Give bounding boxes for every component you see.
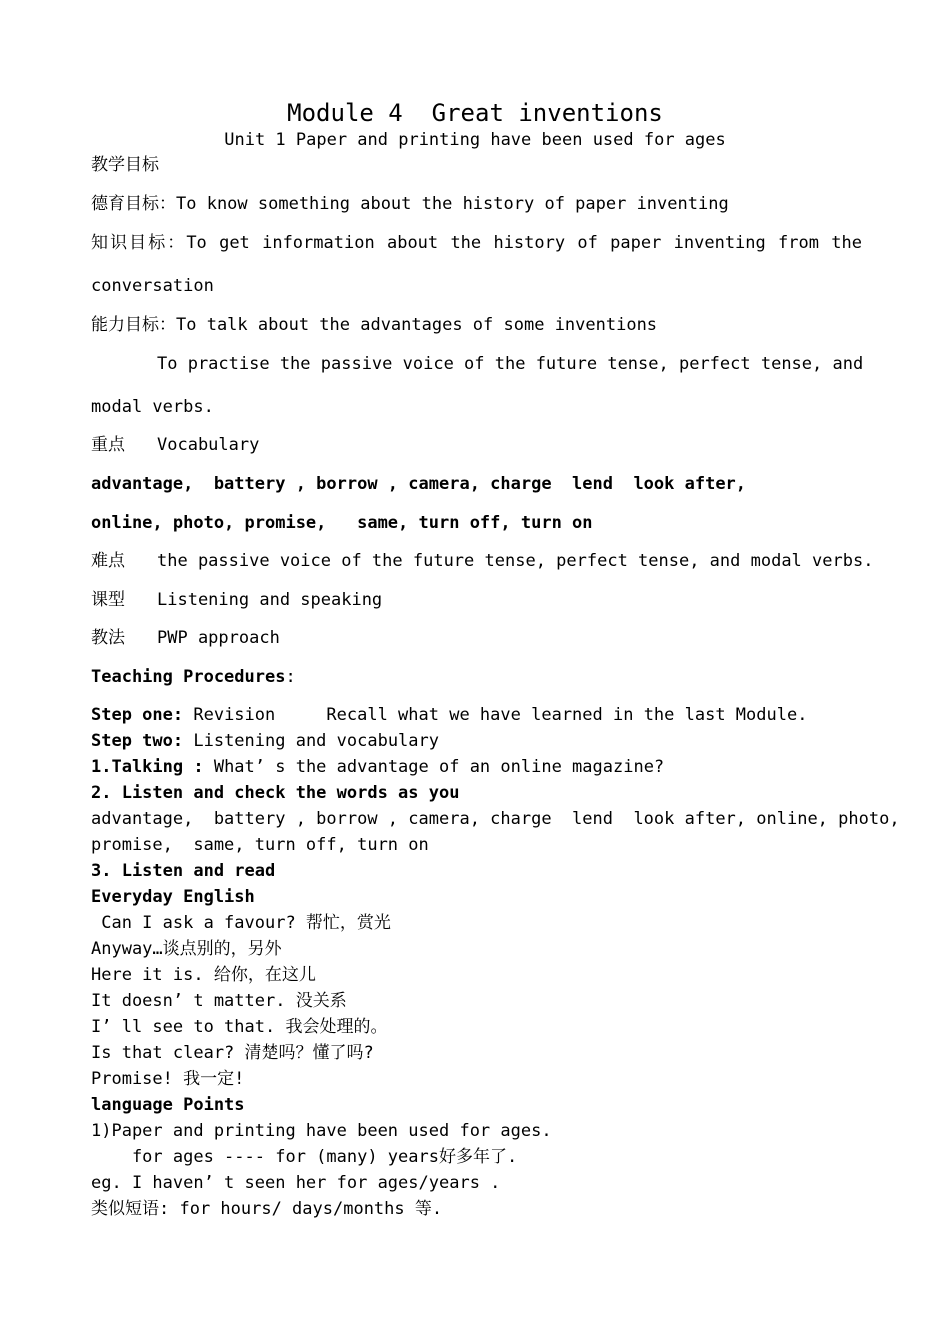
step-one-text: Revision Recall what we have learned in the last Module.: [183, 705, 808, 725]
vocab-plain-line2: promise, same, turn off, turn on: [91, 835, 429, 855]
listen-read-heading: 3. Listen and read: [91, 861, 276, 881]
everyday-english-heading: Everyday English: [91, 887, 255, 907]
ability-objective-2-line2: modal verbs.: [91, 397, 214, 417]
language-point: eg. I haven’ t seen her for ages/years .: [91, 1173, 501, 1193]
talking-label: 1.Talking :: [91, 757, 204, 777]
procedures-heading-colon: :: [285, 667, 296, 687]
objectives-heading: 教学目标: [91, 155, 159, 175]
key-points-text: Vocabulary: [157, 435, 260, 455]
everyday-item: Anyway…谈点别的，另外: [91, 939, 282, 959]
lesson-type-label: 课型: [91, 590, 125, 610]
method-text: PWP approach: [157, 628, 280, 648]
everyday-item: Can I ask a favour? 帮忙，赏光: [91, 913, 391, 933]
ability-objective: [91, 314, 862, 336]
everyday-item: Is that clear? 清楚吗？懂了吗?: [91, 1043, 374, 1063]
language-points-heading: language Points: [91, 1095, 245, 1115]
step-two: [91, 730, 862, 752]
procedures-heading: [91, 666, 862, 688]
ability-objective-text: To talk about the advantages of some inventions: [176, 315, 658, 335]
method-label: 教法: [91, 628, 125, 648]
moral-objective-label: 德育目标：: [91, 194, 176, 214]
moral-objective: [91, 193, 862, 215]
knowledge-objective-line2: conversation: [91, 276, 214, 296]
knowledge-objective-line1: 知识目标：To get information about the history of paper inventing from the: [91, 233, 862, 253]
vocab-plain-line1: advantage, battery , borrow , camera, charge lend look after, online, photo,: [91, 809, 900, 829]
language-point: 1)Paper and printing have been used for ages.: [91, 1121, 552, 1141]
language-point: for ages ---- for (many) years好多年了.: [91, 1147, 518, 1167]
listen-check-heading: 2. Listen and check the words as you: [91, 783, 460, 803]
difficulty-label: 难点: [91, 551, 125, 571]
talking-item: [91, 756, 862, 778]
procedures-heading-text: Teaching Procedures: [91, 667, 286, 687]
language-point: 类似短语: for hours/ days/months 等.: [91, 1199, 443, 1219]
step-one-label: Step one:: [91, 705, 184, 725]
module-title: Module 4 Great inventions: [287, 99, 663, 127]
everyday-item: Promise! 我一定!: [91, 1069, 245, 1089]
talking-text: What’ s the advantage of an online magazine?: [203, 757, 665, 777]
everyday-item: Here it is. 给你，在这儿: [91, 965, 316, 985]
ability-objective-2-line1: To practise the passive voice of the future tense, perfect tense, and: [157, 354, 864, 374]
vocab-bold-line2: online, photo, promise, same, turn off, turn on: [91, 513, 593, 533]
everyday-item: It doesn’ t matter. 没关系: [91, 991, 347, 1011]
key-points-label: 重点: [91, 435, 125, 455]
moral-objective-text: To know something about the history of paper inventing: [176, 194, 729, 214]
difficulty-text: the passive voice of the future tense, perfect tense, and modal verbs.: [157, 551, 874, 571]
vocab-bold-line1: advantage, battery , borrow , camera, charge lend look after,: [91, 474, 747, 494]
everyday-item: I’ ll see to that. 我会处理的。: [91, 1017, 388, 1037]
ability-objective-label: 能力目标：: [91, 315, 176, 335]
step-two-text: Listening and vocabulary: [183, 731, 439, 751]
step-two-label: Step two:: [91, 731, 184, 751]
step-one: [91, 704, 862, 726]
unit-subtitle: Unit 1 Paper and printing have been used for ages: [224, 130, 726, 150]
lesson-type-text: Listening and speaking: [157, 590, 383, 610]
